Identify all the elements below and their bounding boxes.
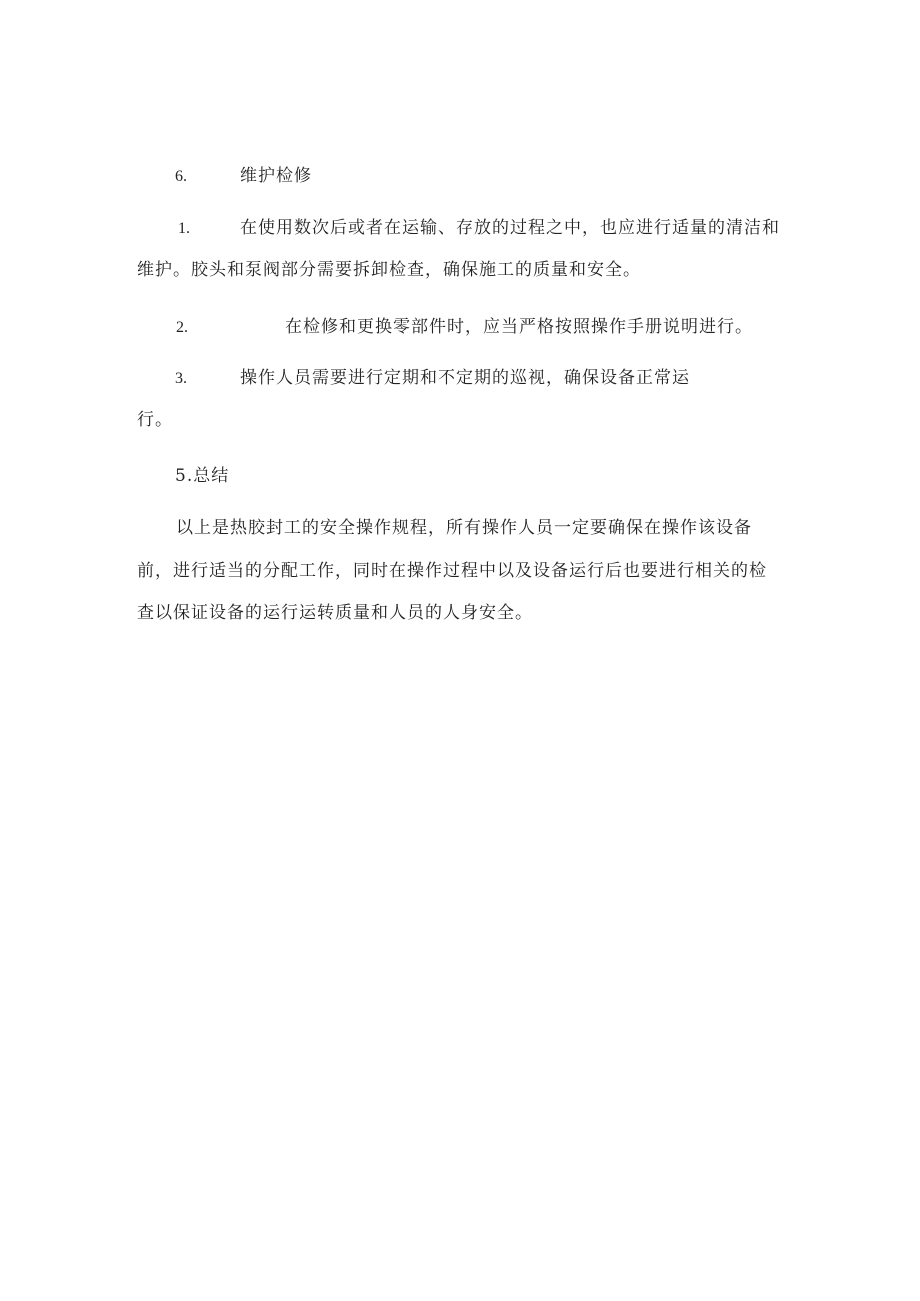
section-6-number: 6. <box>175 168 187 185</box>
item-3-line-2: 行。 <box>137 410 173 430</box>
item-3-line-1: 操作人员需要进行定期和不定期的巡视，确保设备正常运 <box>240 368 690 388</box>
item-2-line-1: 在检修和更换零部件时，应当严格按照操作手册说明进行。 <box>285 317 753 337</box>
summary-line-1: 以上是热胶封工的安全操作规程，所有操作人员一定要确保在操作该设备 <box>176 518 752 538</box>
item-1-number: 1. <box>178 220 190 237</box>
summary-line-3: 查以保证设备的运行运转质量和人员的人身安全。 <box>137 603 533 623</box>
item-3-number: 3. <box>175 370 187 387</box>
section-5-heading: 5.总结 <box>175 466 230 486</box>
item-1-line-1: 在使用数次后或者在运输、存放的过程之中，也应进行适量的清洁和 <box>240 218 780 238</box>
summary-line-2: 前，进行适当的分配工作，同时在操作过程中以及设备运行后也要进行相关的检 <box>137 561 767 581</box>
item-2-number: 2. <box>176 319 188 336</box>
item-1-line-2: 维护。胶头和泵阀部分需要拆卸检查，确保施工的质量和安全。 <box>137 260 641 280</box>
section-6-title: 维护检修 <box>240 166 312 186</box>
